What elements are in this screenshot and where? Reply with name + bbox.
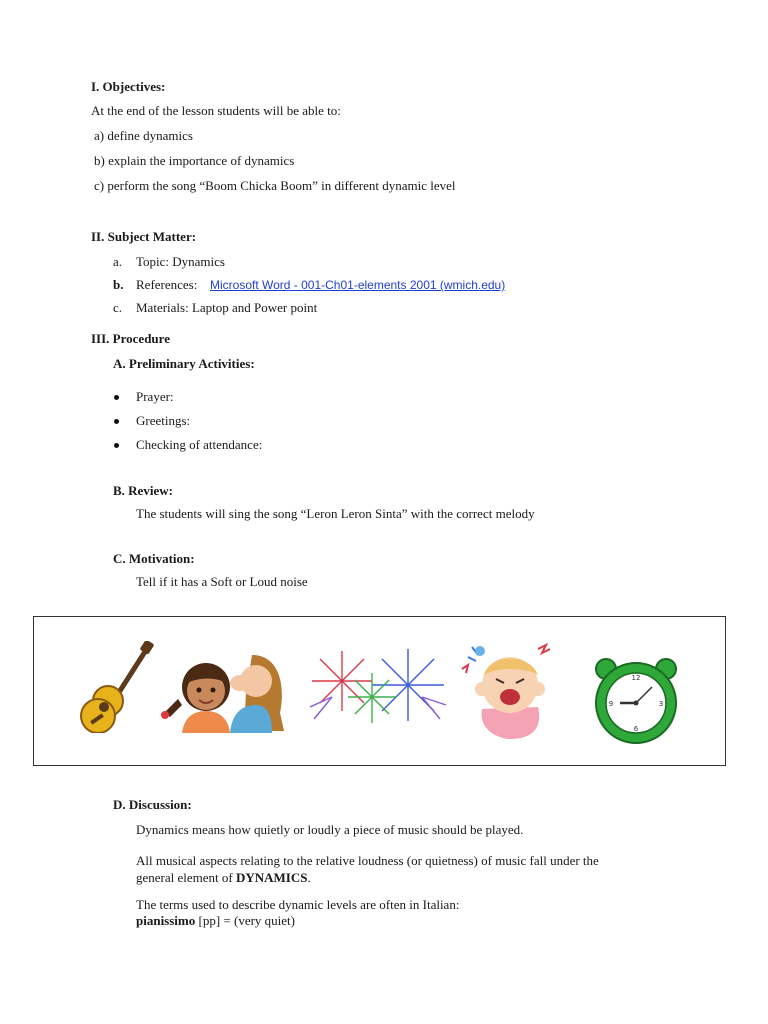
objectives-intro: At the end of the lesson students will be able to: [91,103,341,118]
list-marker-b: b. [113,277,124,292]
discussion-p2-line2 [136,870,311,886]
greetings-item: Greetings: [136,413,191,428]
p2-line2-text: general element of [136,870,236,885]
svg-text:12: 12 [631,674,641,682]
list-marker-c: c. [113,300,123,315]
alarm-clock-icon [590,655,682,747]
crying-baby-icon [460,639,560,741]
girls-whispering-icon [160,653,285,733]
discussion-p1: Dynamics means how quietly or loudly a piece of music should be played. [136,822,524,837]
svg-text:9: 9 [608,700,614,708]
objective-item-a: a) define dynamics [94,128,193,143]
discussion-p4 [136,913,295,929]
bullet-marker [114,395,119,400]
objective-item-c: c) perform the song “Boom Chicka Boom” in different dynamic level [94,178,456,193]
procedure-heading: III. Procedure [91,331,170,346]
motivation-heading: C. Motivation: [113,551,195,566]
review-heading: B. Review: [113,483,173,498]
fireworks-icon [302,647,452,727]
preliminary-heading: A. Preliminary Activities: [113,356,255,371]
motivation-image-box [33,616,726,766]
reference-link[interactable]: Microsoft Word - 001-Ch01-elements 2001 (wmich.edu) [210,278,506,292]
pianissimo-term: pianissimo [136,913,196,928]
materials-line: Materials: Laptop and Power point [136,300,318,315]
review-text: The students will sing the song “Leron Leron Sinta” with the correct melody [136,506,535,521]
discussion-heading: D. Discussion: [113,797,192,812]
references-label: References: [136,277,198,292]
objective-item-b: b) explain the importance of dynamics [94,153,295,168]
bullet-marker [114,443,119,448]
discussion-p3: The terms used to describe dynamic levels are often in Italian: [136,897,460,912]
svg-text:6: 6 [633,725,639,733]
dynamics-term: DYNAMICS [235,870,308,885]
subject-matter-heading: II. Subject Matter: [91,229,197,244]
p2-line2-period: . [307,870,311,885]
discussion-p2-line1: All musical aspects relating to the relative loudness (or quietness) of music fall under the [136,853,599,868]
motivation-text: Tell if it has a Soft or Loud noise [136,574,308,589]
list-marker-a: a. [113,254,123,269]
attendance-item: Checking of attendance: [136,437,263,452]
svg-text:3: 3 [658,700,664,708]
prayer-item: Prayer: [136,389,174,404]
guitar-icon [78,641,158,733]
objectives-heading: I. Objectives: [91,79,166,94]
topic-line: Topic: Dynamics [136,254,225,269]
pianissimo-definition: [pp] = (very quiet) [195,913,295,928]
bullet-marker [114,419,119,424]
